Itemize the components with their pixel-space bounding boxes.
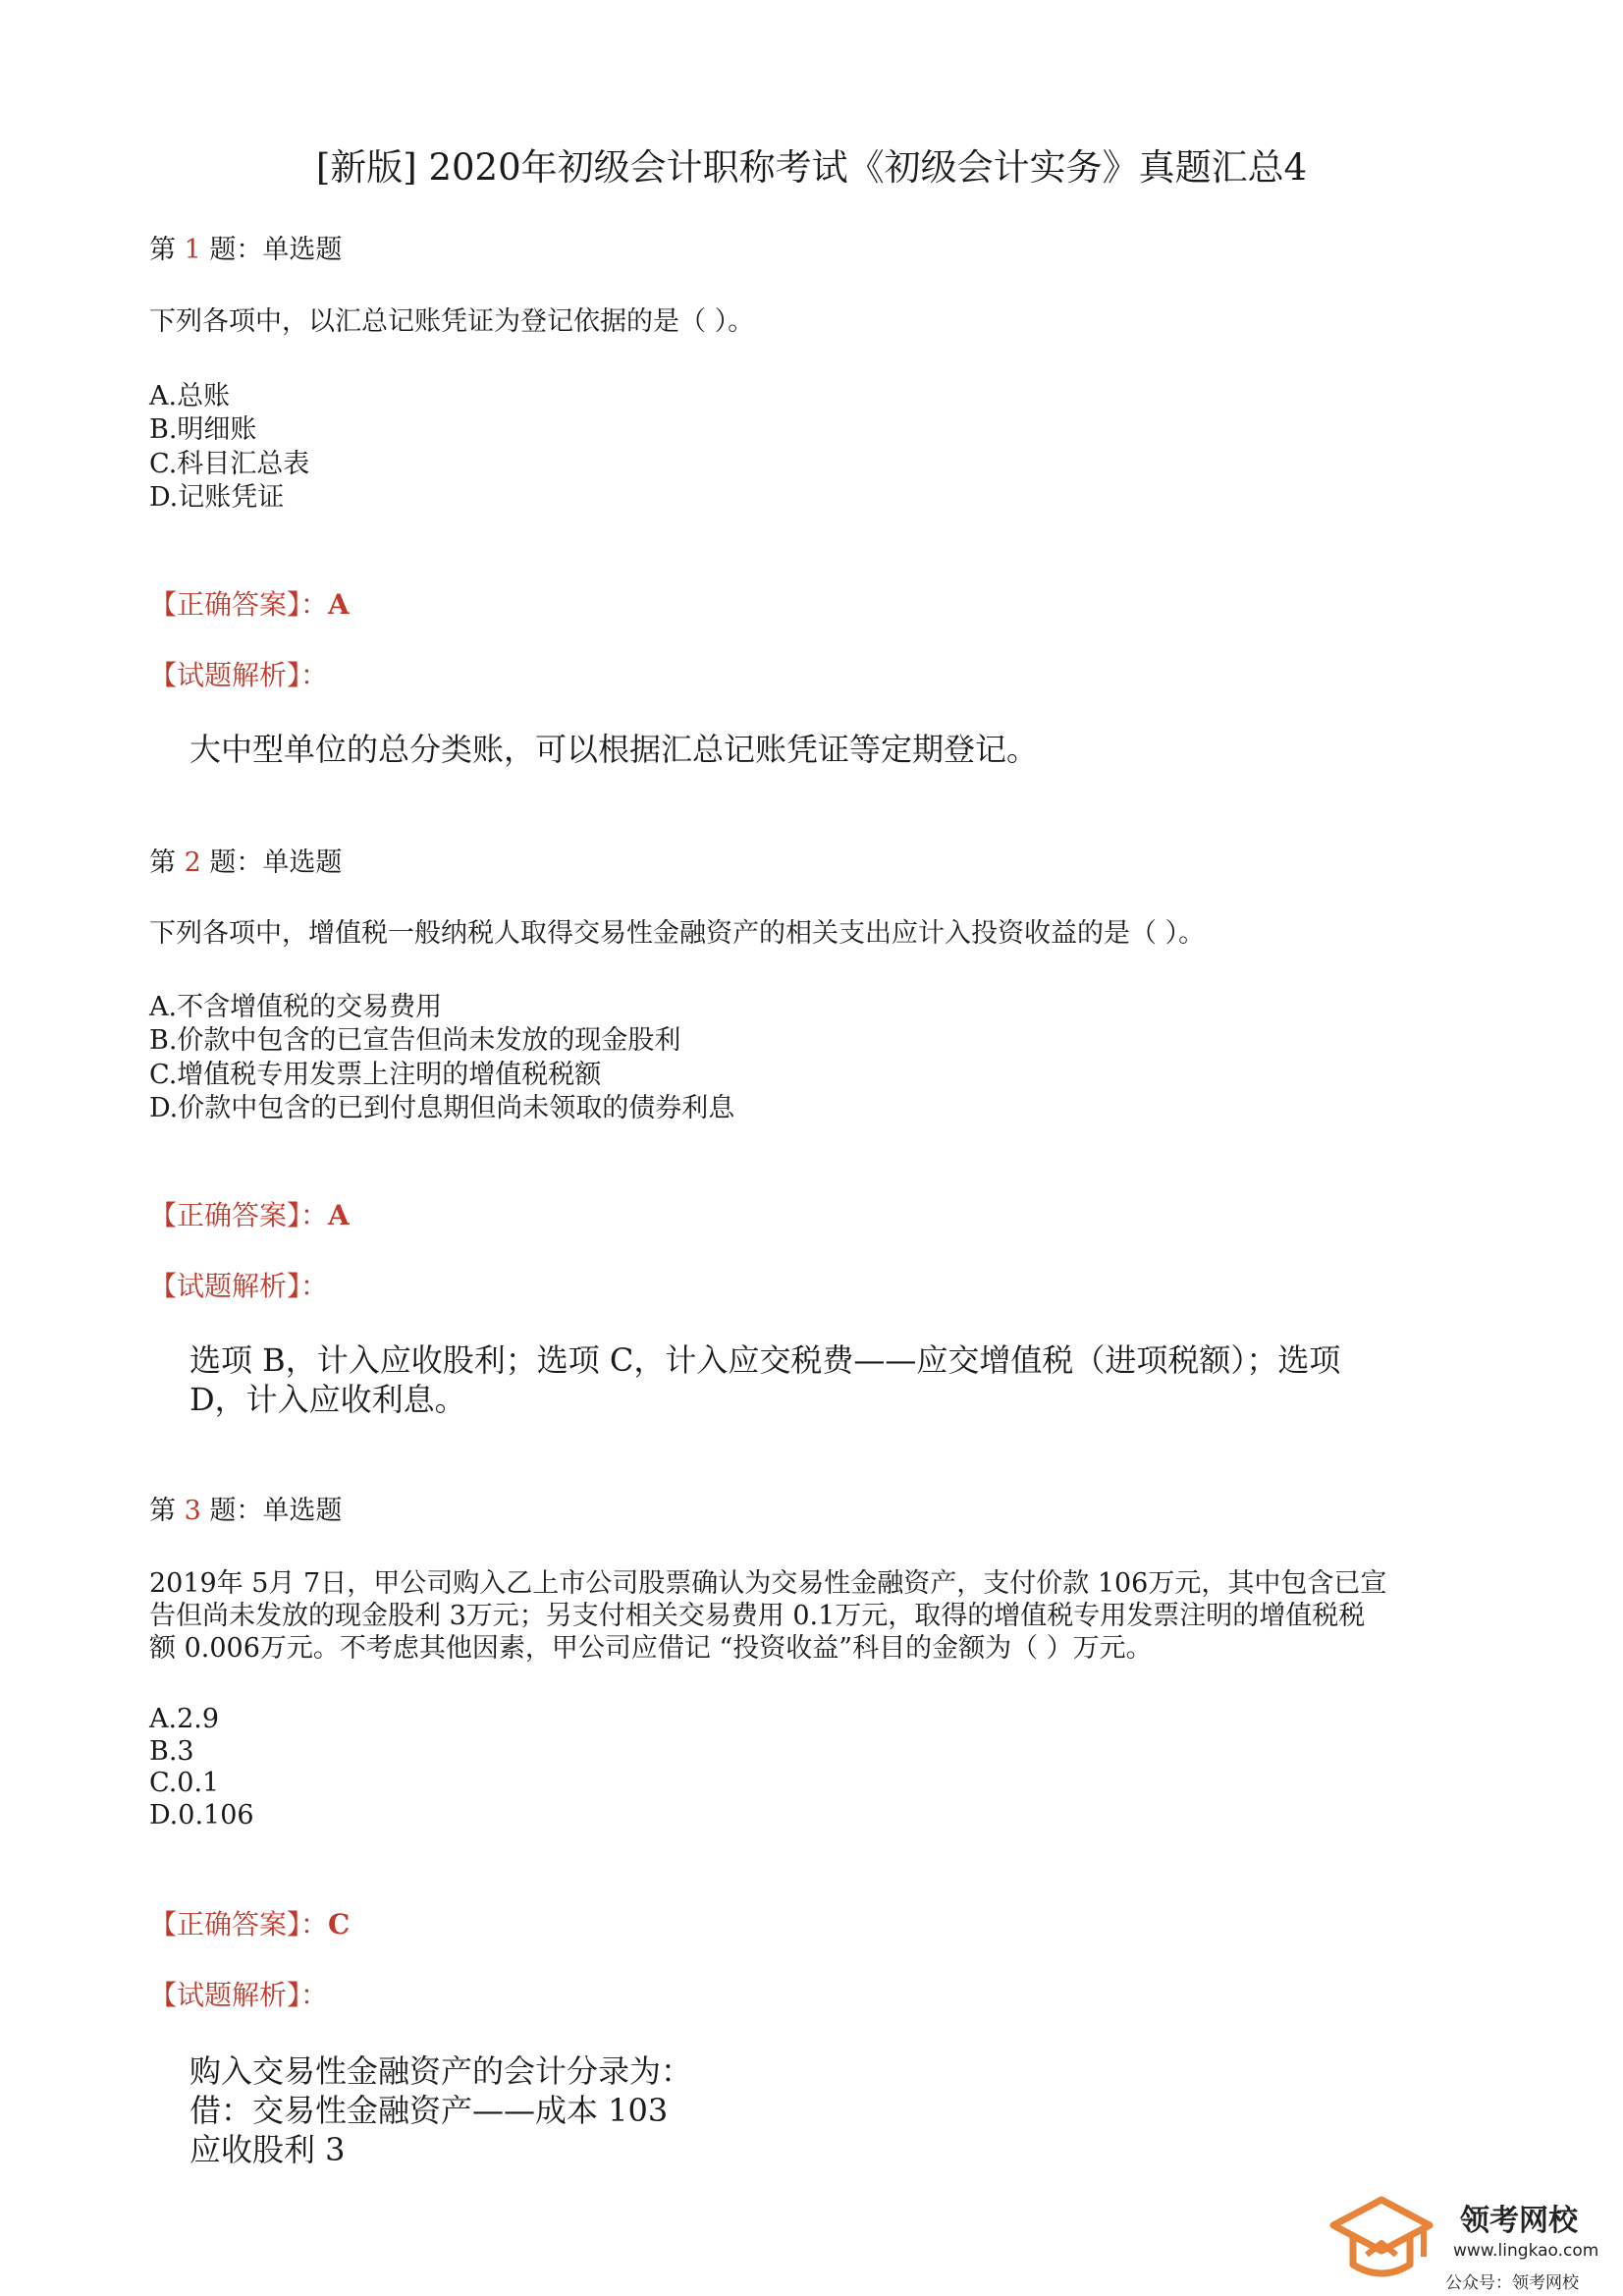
graduation-cap-icon (1327, 2192, 1435, 2290)
page-title: [新版] 2020年初级会计职称考试《初级会计实务》真题汇总4 (315, 146, 1308, 189)
brand-logo (1327, 2192, 1622, 2296)
question-stem: 下列各项中，以汇总记账凭证为登记依据的是（ ）。 (149, 306, 755, 337)
analysis-label: 【试题解析】： (149, 1979, 329, 2011)
analysis-text: 借：交易性金融资产——成本 103 (189, 2092, 669, 2129)
option-b: B.明细账 (149, 414, 257, 445)
answer-label: 【正确答案】： (149, 1199, 329, 1231)
analysis-text: 购入交易性金融资产的会计分录为： (189, 2052, 693, 2090)
question-type: 题：单选题 (209, 235, 343, 265)
question-type: 题：单选题 (209, 847, 343, 878)
question-prefix: 第 (149, 1496, 176, 1526)
question-prefix: 第 (149, 235, 176, 265)
question-stem: 下列各项中，增值税一般纳税人取得交易性金融资产的相关支出应计入投资收益的是（ ）。 (149, 918, 1206, 949)
analysis-text: 选项 B，计入应收股利；选项 C，计入应交税费——应交增值税（进项税额）；选项 (189, 1341, 1341, 1379)
option-c: C.科目汇总表 (149, 449, 310, 479)
question-stem-line: 告但尚未发放的现金股利 3万元；另支付相关交易费用 0.1万元，取得的增值税专用发票注明的增值税税 (149, 1601, 1366, 1631)
question-number: 1 (184, 235, 201, 265)
analysis-text: D，计入应收利息。 (189, 1381, 466, 1418)
answer-value: C (328, 1908, 351, 1941)
question-header (149, 228, 342, 266)
question-header (149, 1489, 342, 1527)
analysis-text: 应收股利 3 (189, 2131, 346, 2168)
question-header (149, 841, 342, 879)
option-a: A.总账 (149, 381, 231, 411)
analysis-label: 【试题解析】： (149, 659, 329, 691)
answer-label: 【正确答案】： (149, 1908, 329, 1941)
brand-public-account: 公众号：领考网校 (1445, 2273, 1579, 2293)
option-b: B.价款中包含的已宣告但尚未发放的现金股利 (149, 1025, 681, 1056)
option-c: C.增值税专用发票上注明的增值税税额 (149, 1060, 602, 1090)
correct-answer (149, 583, 350, 623)
answer-value: A (328, 1199, 350, 1231)
brand-name: 领考网校 (1460, 2204, 1578, 2238)
answer-label: 【正确答案】： (149, 588, 329, 621)
correct-answer (149, 1903, 350, 1942)
brand-url: www.lingkao.com (1453, 2241, 1599, 2261)
analysis-label: 【试题解析】： (149, 1270, 329, 1302)
question-stem-line: 额 0.006万元。不考虑其他因素，甲公司应借记 “投资收益”科目的金额为（ ）万元。 (149, 1633, 1153, 1664)
question-number: 3 (184, 1496, 201, 1526)
option-a: A.不含增值税的交易费用 (149, 992, 443, 1022)
correct-answer (149, 1194, 350, 1233)
option-c: C.0.1 (149, 1768, 220, 1798)
option-d: D.价款中包含的已到付息期但尚未领取的债券利息 (149, 1093, 735, 1123)
option-b: B.3 (149, 1736, 194, 1767)
answer-value: A (328, 588, 350, 621)
question-type: 题：单选题 (209, 1496, 343, 1526)
analysis-text: 大中型单位的总分类账，可以根据汇总记账凭证等定期登记。 (189, 731, 1039, 768)
question-number: 2 (184, 847, 201, 878)
option-d: D.0.106 (149, 1800, 254, 1831)
option-a: A.2.9 (149, 1704, 220, 1734)
question-stem-line: 2019年 5月 7日，甲公司购入乙上市公司股票确认为交易性金融资产，支付价款 106万元，其中包含已宣 (149, 1568, 1387, 1599)
option-d: D.记账凭证 (149, 482, 285, 513)
question-prefix: 第 (149, 847, 176, 878)
